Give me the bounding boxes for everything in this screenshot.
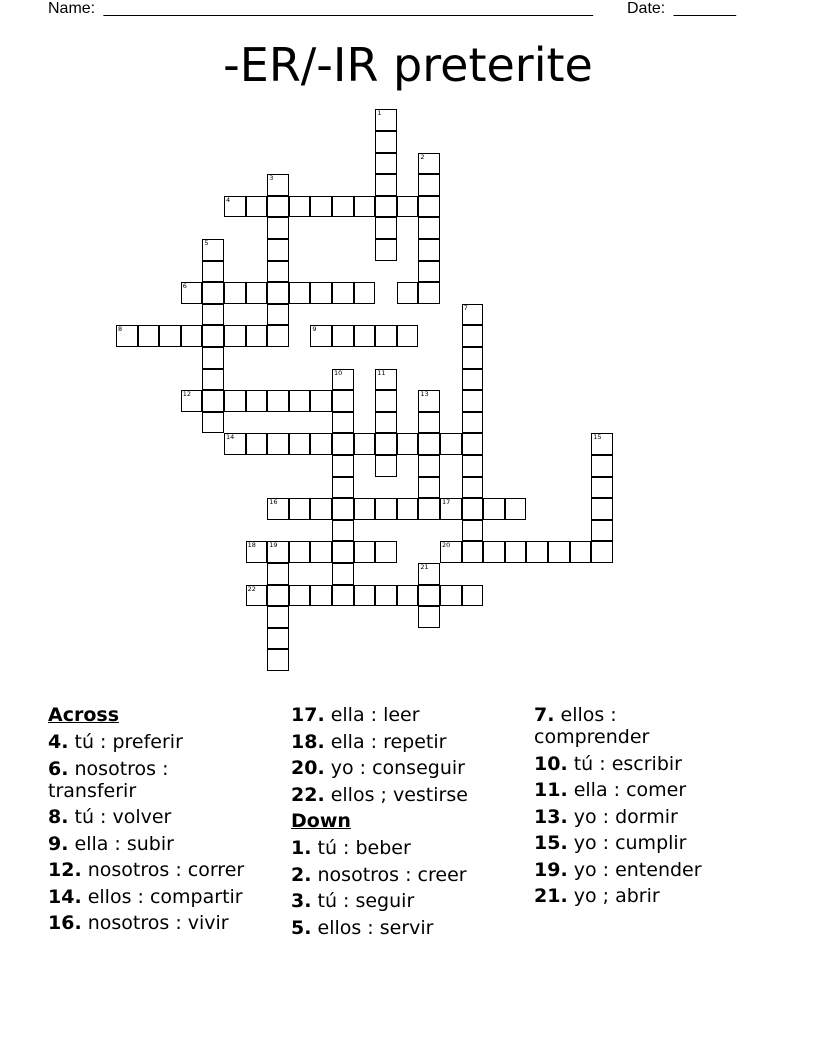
clue-number: 7. — [534, 704, 555, 726]
crossword-cell[interactable] — [375, 369, 397, 391]
across-clue — [48, 859, 288, 881]
crossword-cell[interactable] — [332, 477, 354, 499]
crossword-cell[interactable] — [505, 541, 527, 563]
crossword-cell[interactable] — [332, 196, 354, 218]
crossword-cell[interactable] — [202, 239, 224, 261]
crossword-cell[interactable] — [267, 563, 289, 585]
crossword-cell[interactable] — [375, 585, 397, 607]
crossword-cell[interactable] — [310, 390, 332, 412]
clue-text: tú : preferir — [74, 731, 183, 753]
across-clue — [48, 886, 288, 908]
crossword-cell[interactable] — [397, 282, 419, 304]
across-clue — [291, 784, 531, 806]
clue-number: 2. — [291, 863, 312, 886]
clue-number: 17. — [291, 704, 325, 726]
crossword-cell[interactable] — [267, 239, 289, 261]
crossword-cell[interactable] — [462, 541, 484, 563]
across-clue — [48, 833, 288, 855]
crossword-cell[interactable] — [224, 282, 246, 304]
crossword-cell[interactable] — [440, 433, 462, 455]
crossword-cell[interactable] — [418, 174, 440, 196]
crossword-cell[interactable] — [202, 282, 224, 304]
clue-number: 9. — [48, 832, 69, 855]
crossword-cell[interactable] — [332, 433, 354, 455]
crossword-cell[interactable] — [267, 196, 289, 218]
crossword-cell[interactable] — [310, 282, 332, 304]
crossword-cell[interactable] — [440, 541, 462, 563]
clue-text: ella : leer — [330, 704, 420, 726]
clue-number: 8. — [48, 806, 69, 828]
clue-number-label: 3 — [269, 174, 274, 183]
date-label: Date: — [627, 0, 666, 17]
crossword-cell[interactable] — [375, 390, 397, 412]
crossword-cell[interactable] — [591, 498, 613, 520]
date-blank: _______ — [673, 0, 736, 17]
crossword-cell[interactable] — [440, 585, 462, 607]
clue-number: 6. — [48, 757, 69, 780]
crossword-cell[interactable] — [591, 433, 613, 455]
crossword-cell[interactable] — [418, 433, 440, 455]
clue-text: ella : repetir — [330, 730, 447, 753]
crossword-cell[interactable] — [418, 261, 440, 283]
crossword-cell[interactable] — [289, 196, 311, 218]
crossword-cell[interactable] — [418, 455, 440, 477]
clue-number-label: 15 — [593, 433, 602, 442]
clue-number: 12. — [48, 859, 82, 881]
crossword-cell[interactable] — [418, 498, 440, 520]
crossword-cell[interactable] — [267, 282, 289, 304]
down-clue — [534, 704, 694, 748]
crossword-cell[interactable] — [202, 304, 224, 326]
crossword-cell[interactable] — [418, 282, 440, 304]
crossword-cell[interactable] — [267, 304, 289, 326]
crossword-cell[interactable] — [418, 153, 440, 175]
crossword-cell[interactable] — [418, 606, 440, 628]
crossword-cell[interactable] — [354, 541, 376, 563]
clue-number-label: 16 — [269, 498, 278, 507]
crossword-cell[interactable] — [332, 282, 354, 304]
clue-number-label: 10 — [334, 368, 343, 377]
clue-text: yo : dormir — [573, 805, 678, 828]
clue-number-label: 20 — [442, 541, 451, 550]
crossword-cell[interactable] — [332, 520, 354, 542]
clue-text: tú : volver — [74, 806, 172, 828]
clue-number: 3. — [291, 890, 312, 912]
crossword-cell[interactable] — [354, 282, 376, 304]
across-clue — [48, 758, 258, 802]
page-title: -ER/-IR preterite — [223, 38, 593, 92]
crossword-cell[interactable] — [310, 325, 332, 347]
clue-number: 11. — [534, 779, 568, 801]
crossword-cell[interactable] — [267, 541, 289, 563]
crossword-cell[interactable] — [462, 477, 484, 499]
crossword-cell[interactable] — [440, 498, 462, 520]
crossword-cell[interactable] — [332, 369, 354, 391]
crossword-cell[interactable] — [181, 325, 203, 347]
crossword-cell[interactable] — [397, 585, 419, 607]
crossword-cell[interactable] — [332, 325, 354, 347]
crossword-cell[interactable] — [267, 217, 289, 239]
crossword-cell[interactable] — [375, 153, 397, 175]
clue-number: 4. — [48, 731, 69, 753]
clue-text: yo : entender — [573, 858, 702, 881]
crossword-cell[interactable] — [202, 390, 224, 412]
crossword-cell[interactable] — [397, 325, 419, 347]
across-clue — [291, 731, 531, 753]
crossword-cell[interactable] — [267, 325, 289, 347]
crossword-cell[interactable] — [375, 174, 397, 196]
down-clue — [534, 832, 774, 854]
crossword-cell[interactable] — [354, 585, 376, 607]
across-clue — [48, 806, 288, 828]
crossword-cell[interactable] — [375, 455, 397, 477]
across-clue — [48, 912, 288, 934]
crossword-cell[interactable] — [375, 433, 397, 455]
clue-text: ella : subir — [74, 832, 174, 855]
crossword-cell[interactable] — [181, 282, 203, 304]
crossword-cell[interactable] — [375, 196, 397, 218]
crossword-cell[interactable] — [289, 541, 311, 563]
across-heading: Across — [48, 704, 120, 726]
clue-text: tú : escribir — [573, 752, 682, 775]
crossword-cell[interactable] — [310, 585, 332, 607]
across-clue — [291, 704, 531, 726]
down-clue — [291, 864, 531, 886]
crossword-cell[interactable] — [591, 520, 613, 542]
clue-text: nosotros : creer — [317, 863, 467, 886]
clue-text: tú : seguir — [317, 890, 415, 912]
crossword-cell[interactable] — [418, 196, 440, 218]
crossword-cell[interactable] — [418, 239, 440, 261]
crossword-cell[interactable] — [159, 325, 181, 347]
crossword-cell[interactable] — [591, 455, 613, 477]
crossword-cell[interactable] — [462, 325, 484, 347]
crossword-cell[interactable] — [462, 390, 484, 412]
right-column — [534, 702, 774, 912]
crossword-cell[interactable] — [267, 390, 289, 412]
crossword-cell[interactable] — [375, 325, 397, 347]
crossword-cell[interactable] — [267, 585, 289, 607]
clue-number-label: 17 — [442, 498, 451, 507]
crossword-cell[interactable] — [289, 585, 311, 607]
crossword-cell[interactable] — [181, 390, 203, 412]
crossword-cell[interactable] — [289, 282, 311, 304]
crossword-cell[interactable] — [246, 541, 268, 563]
crossword-cell[interactable] — [397, 196, 419, 218]
crossword-cell[interactable] — [397, 498, 419, 520]
crossword-cell[interactable] — [202, 347, 224, 369]
crossword-cell[interactable] — [267, 628, 289, 650]
crossword-cell[interactable] — [548, 541, 570, 563]
clue-text: ellos : comprender — [534, 704, 650, 748]
name-line[interactable] — [48, 0, 593, 18]
crossword-cell[interactable] — [375, 239, 397, 261]
crossword-cell[interactable] — [267, 433, 289, 455]
crossword-cell[interactable] — [310, 541, 332, 563]
crossword-cell[interactable] — [246, 585, 268, 607]
down-clue — [534, 885, 774, 907]
crossword-cell[interactable] — [202, 412, 224, 434]
crossword-cell[interactable] — [418, 585, 440, 607]
crossword-cell[interactable] — [526, 541, 548, 563]
crossword-cell[interactable] — [310, 433, 332, 455]
crossword-cell[interactable] — [483, 498, 505, 520]
crossword-cell[interactable] — [591, 477, 613, 499]
crossword-cell[interactable] — [267, 498, 289, 520]
crossword-cell[interactable] — [224, 325, 246, 347]
crossword-cell[interactable] — [202, 369, 224, 391]
clue-number: 16. — [48, 912, 82, 934]
crossword-cell[interactable] — [267, 649, 289, 671]
crossword-cell[interactable] — [462, 585, 484, 607]
clue-number: 5. — [291, 916, 312, 939]
crossword-cell[interactable] — [246, 390, 268, 412]
clue-text: nosotros : correr — [87, 859, 245, 881]
clue-number: 20. — [291, 757, 325, 779]
crossword-cell[interactable] — [462, 498, 484, 520]
crossword-cell[interactable] — [397, 433, 419, 455]
clue-number-label: 2 — [420, 152, 425, 161]
crossword-cell[interactable] — [462, 520, 484, 542]
clue-text: yo : cumplir — [573, 832, 687, 854]
crossword-cell[interactable] — [224, 196, 246, 218]
clue-number: 14. — [48, 885, 82, 908]
crossword-cell[interactable] — [354, 196, 376, 218]
crossword-cell[interactable] — [462, 412, 484, 434]
name-blank: _______________________________________________________ — [103, 0, 593, 17]
crossword-cell[interactable] — [310, 498, 332, 520]
crossword-cell[interactable] — [267, 174, 289, 196]
crossword-cell[interactable] — [202, 261, 224, 283]
crossword-cell[interactable] — [375, 498, 397, 520]
clue-number: 18. — [291, 730, 325, 753]
clue-number: 10. — [534, 752, 568, 775]
clue-text: ellos : servir — [317, 916, 434, 939]
down-clue — [291, 917, 531, 939]
crossword-cell[interactable] — [354, 325, 376, 347]
clue-number: 15. — [534, 832, 568, 854]
clue-number-label: 12 — [182, 390, 192, 399]
crossword-cell[interactable] — [224, 390, 246, 412]
crossword-cell[interactable] — [246, 433, 268, 455]
crossword-cell[interactable] — [332, 498, 354, 520]
crossword-cell[interactable] — [289, 433, 311, 455]
down-clue — [534, 779, 774, 801]
crossword-cell[interactable] — [332, 585, 354, 607]
clue-number-label: 14 — [226, 433, 235, 442]
crossword-cell[interactable] — [246, 325, 268, 347]
crossword-cell[interactable] — [116, 325, 138, 347]
clue-number-label: 22 — [247, 584, 256, 593]
down-clue — [534, 806, 774, 828]
crossword-cell[interactable] — [483, 541, 505, 563]
crossword-cell[interactable] — [246, 282, 268, 304]
down-heading: Down — [291, 810, 351, 832]
clue-number-label: 21 — [420, 563, 429, 571]
down-clue — [534, 859, 774, 881]
crossword-cell[interactable] — [354, 498, 376, 520]
crossword-cell[interactable] — [202, 325, 224, 347]
crossword-cell[interactable] — [246, 196, 268, 218]
crossword-cell[interactable] — [418, 563, 440, 585]
down-clue — [291, 890, 531, 912]
clue-text: ella : comer — [573, 779, 687, 801]
crossword-cell[interactable] — [224, 433, 246, 455]
clue-number: 22. — [291, 783, 325, 806]
clue-number-label: 18 — [247, 541, 256, 550]
clue-text: nosotros : transferir — [48, 757, 169, 802]
clue-text: tú : beber — [317, 837, 411, 859]
crossword-cell[interactable] — [332, 412, 354, 434]
down-clue — [534, 753, 774, 775]
crossword-cell[interactable] — [332, 390, 354, 412]
date-line[interactable] — [627, 0, 736, 18]
clue-number-label: 7 — [463, 303, 468, 312]
crossword-cell[interactable] — [591, 541, 613, 563]
crossword-cell[interactable] — [505, 498, 527, 520]
crossword-cell[interactable] — [462, 455, 484, 477]
middle-column — [291, 702, 531, 943]
crossword-cell[interactable] — [289, 498, 311, 520]
crossword-cell[interactable] — [267, 261, 289, 283]
clue-number-label: 8 — [118, 325, 123, 334]
across-clue — [48, 731, 288, 753]
crossword-cell[interactable] — [462, 347, 484, 369]
clue-number-label: 9 — [312, 325, 317, 334]
down-clue — [291, 837, 531, 859]
clue-number-label: 6 — [182, 282, 187, 291]
clue-text: ellos ; vestirse — [330, 783, 468, 806]
clue-text: yo ; abrir — [573, 885, 660, 907]
across-clue — [291, 757, 531, 779]
crossword-cell[interactable] — [462, 304, 484, 326]
clue-text: nosotros : vivir — [87, 912, 229, 934]
crossword-cell[interactable] — [418, 390, 440, 412]
clue-number: 13. — [534, 805, 568, 828]
name-label: Name: — [48, 0, 96, 17]
crossword-cell[interactable] — [375, 412, 397, 434]
clue-number-label: 5 — [204, 239, 209, 247]
crossword-cell[interactable] — [462, 369, 484, 391]
clue-text: ellos : compartir — [87, 885, 243, 908]
crossword-cell[interactable] — [289, 390, 311, 412]
crossword-cell[interactable] — [267, 606, 289, 628]
crossword-cell[interactable] — [375, 541, 397, 563]
crossword-cell[interactable] — [418, 217, 440, 239]
crossword-cell[interactable] — [462, 433, 484, 455]
crossword-cell[interactable] — [354, 433, 376, 455]
clue-number: 1. — [291, 837, 312, 859]
clue-number-label: 1 — [377, 109, 382, 118]
crossword-cell[interactable] — [418, 477, 440, 499]
clue-number-label: 11 — [377, 368, 386, 377]
clue-number-label: 13 — [420, 390, 429, 399]
clue-number: 19. — [534, 858, 568, 881]
crossword-cell[interactable] — [332, 563, 354, 585]
clue-number-label: 19 — [269, 541, 278, 550]
across-column — [48, 702, 288, 939]
crossword-cell[interactable] — [332, 455, 354, 477]
crossword-cell[interactable] — [375, 131, 397, 153]
crossword-cell[interactable] — [375, 217, 397, 239]
crossword-cell[interactable] — [332, 541, 354, 563]
crossword-cell[interactable] — [418, 412, 440, 434]
clue-number: 21. — [534, 885, 568, 907]
clue-text: yo : conseguir — [330, 757, 465, 779]
clue-number-label: 4 — [226, 195, 231, 204]
crossword-cell[interactable] — [570, 541, 592, 563]
crossword-cell[interactable] — [375, 109, 397, 131]
crossword-cell[interactable] — [138, 325, 160, 347]
crossword-cell[interactable] — [310, 196, 332, 218]
